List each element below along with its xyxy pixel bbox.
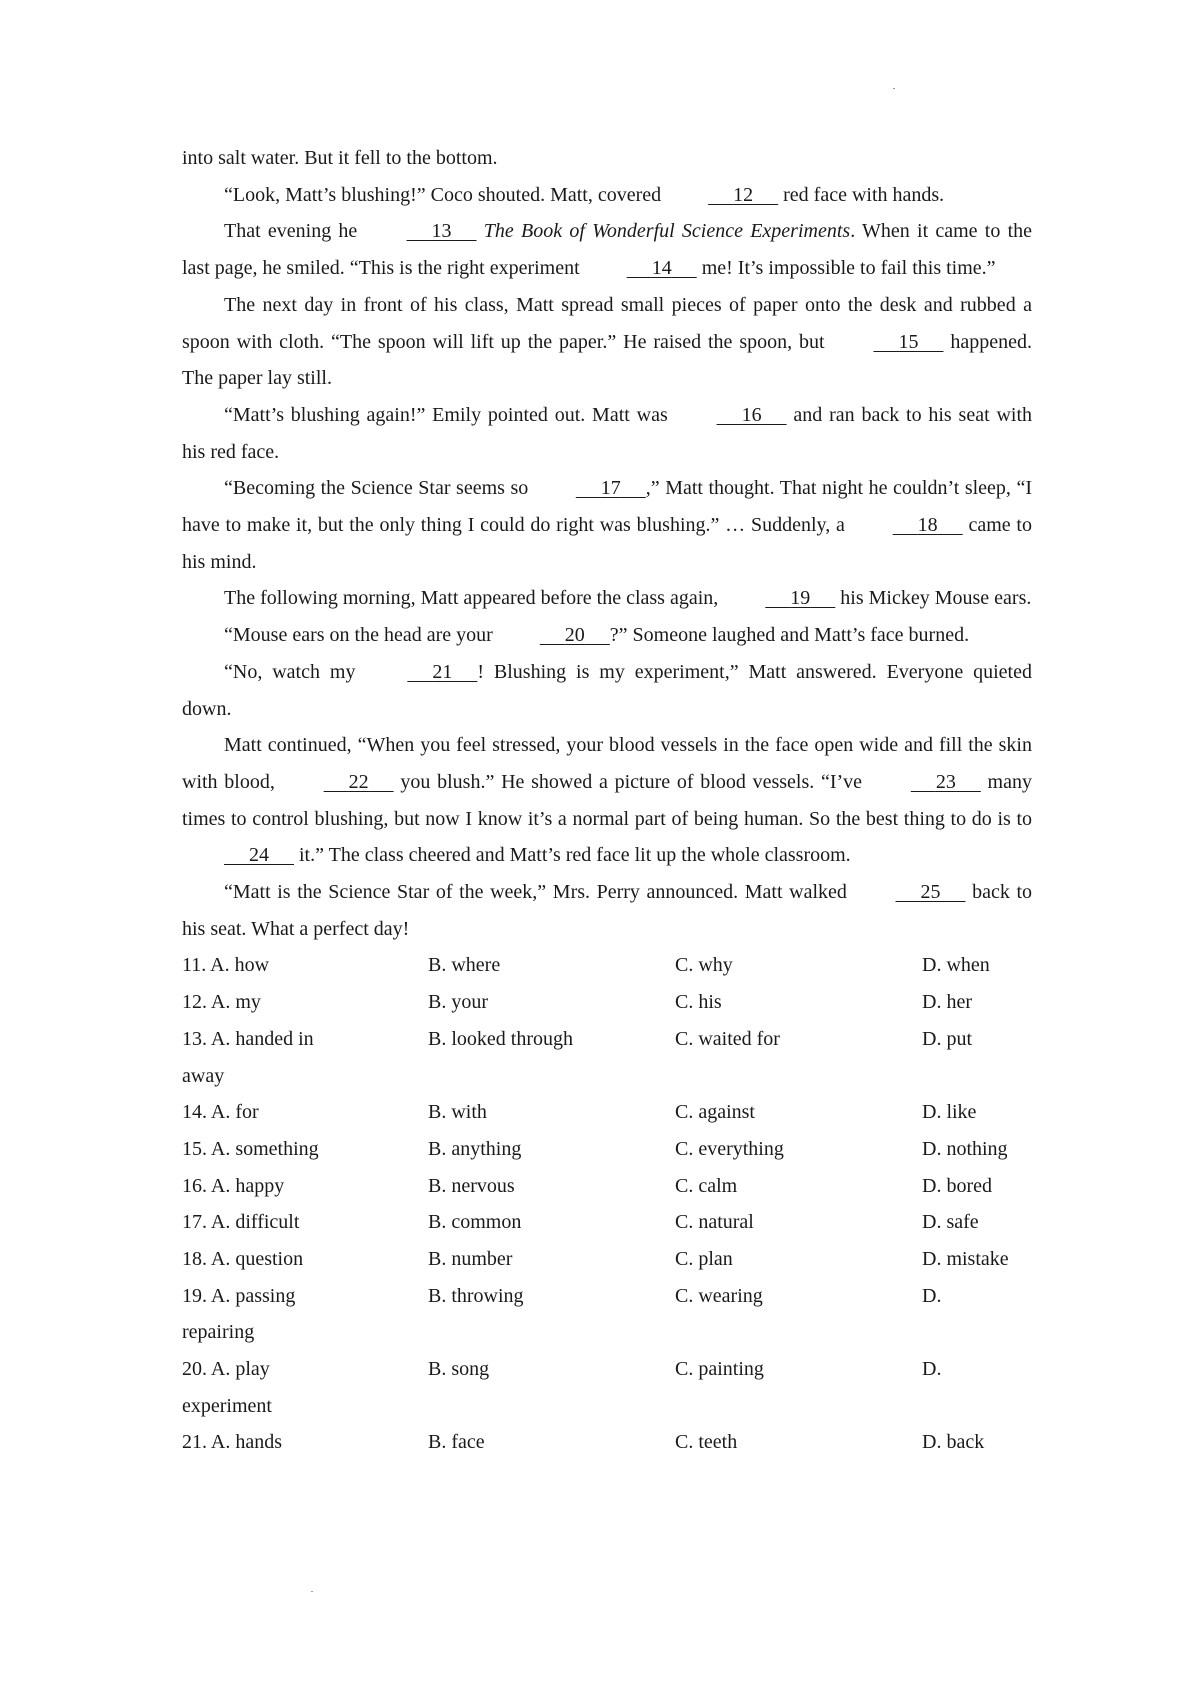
option-a: 11. A. how — [182, 954, 270, 977]
blank-17 — [534, 470, 646, 507]
option-c: C. everything — [675, 1137, 784, 1160]
option-d-continued: repairing — [182, 1321, 255, 1344]
passage-paragraph — [182, 140, 1032, 177]
blank-number: 14 — [651, 257, 672, 280]
blank-15 — [831, 324, 943, 361]
option-d: D. safe — [922, 1211, 979, 1234]
option-a: 14. A. for — [182, 1101, 259, 1124]
option-d: D. — [922, 1358, 942, 1381]
blank-19 — [723, 580, 835, 617]
blank-23 — [869, 764, 981, 801]
option-c: C. why — [675, 954, 733, 977]
book-title: The Book of Wonderful Science Experiments — [483, 220, 851, 243]
option-b: B. anything — [428, 1137, 522, 1160]
passage-text: his Mickey Mouse ears. — [835, 587, 1032, 610]
option-d: D. bored — [922, 1174, 992, 1197]
answer-options — [182, 947, 1032, 1461]
passage-paragraph — [182, 727, 1032, 874]
passage-text: ,” Matt thought. That night he couldn’t sleep, “I have to make it, but the only thing I could do right was blushing.” … Suddenly, a — [182, 477, 1032, 537]
option-b: B. with — [428, 1101, 487, 1124]
option-b: B. your — [428, 991, 488, 1014]
option-c: C. painting — [675, 1358, 764, 1381]
scan-speck — [311, 1591, 313, 1592]
passage-paragraph — [182, 874, 1032, 947]
option-b: B. where — [428, 954, 501, 977]
option-a: 21. A. hands — [182, 1431, 282, 1454]
cloze-passage — [182, 140, 1032, 947]
passage-text — [477, 220, 484, 242]
option-d: D. — [922, 1284, 942, 1307]
option-a: 20. A. play — [182, 1358, 270, 1381]
passage-text: That evening he — [224, 220, 365, 243]
passage-text: “Matt’s blushing again!” Emily pointed out. Matt was — [224, 403, 675, 426]
question-row — [182, 1131, 1032, 1168]
passage-text: “Look, Matt’s blushing!” Coco shouted. Matt, covered — [224, 183, 667, 206]
passage-paragraph — [182, 617, 1032, 654]
blank-20 — [498, 617, 610, 654]
blank-number: 21 — [432, 660, 453, 683]
passage-text: ?” Someone laughed and Matt’s face burned. — [609, 624, 970, 647]
passage-text: me! It’s impossible to fail this time.” — [696, 257, 996, 280]
passage-text: Matt continued, “When you feel stressed, your blood vessels in the face open wide and fill the skin with blood, — [182, 734, 1032, 793]
blank-number: 15 — [898, 330, 919, 353]
passage-text: “No, watch my — [224, 660, 366, 683]
blank-12 — [666, 177, 778, 214]
passage-text: The next day in front of his class, Matt spread small pieces of paper onto the desk and rubbed a spoon with cloth. “The spoon will lift up the paper.” He raised the spoon, but — [182, 293, 1032, 353]
option-c: C. natural — [675, 1211, 754, 1234]
question-row — [182, 1241, 1032, 1278]
passage-text: “Matt is the Science Star of the week,” Mrs. Perry announced. Matt walked — [224, 881, 854, 904]
option-d-continued: away — [182, 1064, 225, 1087]
blank-number: 19 — [790, 587, 811, 610]
passage-text: and ran back to his seat with his red face. — [182, 403, 1033, 463]
blank-number: 25 — [920, 881, 941, 904]
blank-14 — [585, 250, 697, 287]
option-d: D. nothing — [922, 1137, 1008, 1160]
option-c: C. calm — [675, 1174, 738, 1197]
question-row — [182, 1021, 1032, 1094]
question-row — [182, 1168, 1032, 1205]
passage-paragraph — [182, 397, 1032, 470]
passage-paragraph — [182, 654, 1032, 727]
option-d: D. when — [922, 954, 990, 977]
option-c: C. his — [675, 991, 722, 1014]
passage-text: red face with hands. — [778, 183, 945, 206]
passage-paragraph — [182, 177, 1032, 214]
blank-number: 20 — [564, 624, 585, 647]
option-c: C. wearing — [675, 1284, 763, 1307]
passage-paragraph — [182, 470, 1032, 580]
question-row — [182, 1278, 1032, 1351]
passage-text: The following morning, Matt appeared before the class again, — [224, 587, 724, 610]
option-d-continued: experiment — [182, 1394, 272, 1417]
option-c: C. plan — [675, 1247, 733, 1270]
passage-text: many times to control blushing, but now I know it’s a normal part of being human. So the best thing to do is to — [182, 770, 1032, 830]
blank-21 — [365, 654, 477, 691]
blank-number: 13 — [431, 220, 452, 243]
passage-text: . When it came to the last page, he smiled. “This is the right experiment — [182, 220, 1033, 280]
passage-paragraph — [182, 213, 1032, 286]
option-a: 16. A. happy — [182, 1174, 285, 1197]
option-d: D. her — [922, 991, 972, 1014]
option-d: D. mistake — [922, 1247, 1009, 1270]
question-row — [182, 1094, 1032, 1131]
blank-24 — [182, 837, 294, 874]
option-a: 12. A. my — [182, 991, 261, 1014]
option-b: B. nervous — [428, 1174, 515, 1197]
blank-number: 18 — [917, 514, 938, 537]
option-c: C. against — [675, 1101, 755, 1124]
blank-22 — [282, 764, 394, 801]
passage-text: it.” The class cheered and Matt’s red face lit up the whole classroom. — [294, 844, 851, 867]
passage-text: came to his mind. — [182, 514, 1032, 573]
passage-text: happened. The paper lay still. — [182, 330, 1032, 390]
blank-number: 17 — [600, 477, 621, 500]
blank-number: 23 — [935, 770, 956, 793]
question-row — [182, 1424, 1032, 1461]
option-c: C. teeth — [675, 1431, 738, 1454]
option-a: 17. A. difficult — [182, 1211, 300, 1234]
passage-text: back to his seat. What a perfect day! — [182, 881, 1033, 940]
option-c: C. waited for — [675, 1027, 780, 1050]
option-a: 19. A. passing — [182, 1284, 296, 1307]
option-b: B. number — [428, 1247, 513, 1270]
blank-25 — [854, 874, 966, 911]
option-b: B. face — [428, 1431, 485, 1454]
passage-paragraph — [182, 287, 1032, 397]
blank-13 — [365, 213, 477, 250]
passage-text: “Becoming the Science Star seems so — [224, 477, 534, 500]
option-d: D. back — [922, 1431, 985, 1454]
blank-number: 12 — [733, 183, 754, 206]
passage-text: “Mouse ears on the head are your — [224, 624, 498, 647]
question-row — [182, 1351, 1032, 1424]
passage-text: ! Blushing is my experiment,” Matt answered. Everyone quieted down. — [182, 660, 1032, 720]
option-d: D. put — [922, 1027, 972, 1050]
question-row — [182, 984, 1032, 1021]
blank-number: 16 — [741, 403, 762, 426]
question-row — [182, 947, 1032, 984]
option-d: D. like — [922, 1101, 977, 1124]
scan-speck — [893, 88, 895, 89]
passage-text: into salt water. But it fell to the bottom. — [182, 147, 498, 169]
option-a: 15. A. something — [182, 1137, 319, 1160]
question-row — [182, 1204, 1032, 1241]
passage-paragraph — [182, 580, 1032, 617]
option-b: B. common — [428, 1211, 522, 1234]
option-b: B. song — [428, 1358, 490, 1381]
blank-number: 22 — [348, 770, 369, 793]
blank-number: 24 — [249, 844, 269, 867]
option-b: B. looked through — [428, 1027, 573, 1050]
option-b: B. throwing — [428, 1284, 524, 1307]
blank-18 — [851, 507, 963, 544]
passage-text: you blush.” He showed a picture of blood vessels. “I’ve — [393, 770, 869, 793]
option-a: 13. A. handed in — [182, 1027, 314, 1050]
worksheet-page — [182, 140, 1032, 1461]
blank-16 — [675, 397, 787, 434]
option-a: 18. A. question — [182, 1247, 304, 1270]
